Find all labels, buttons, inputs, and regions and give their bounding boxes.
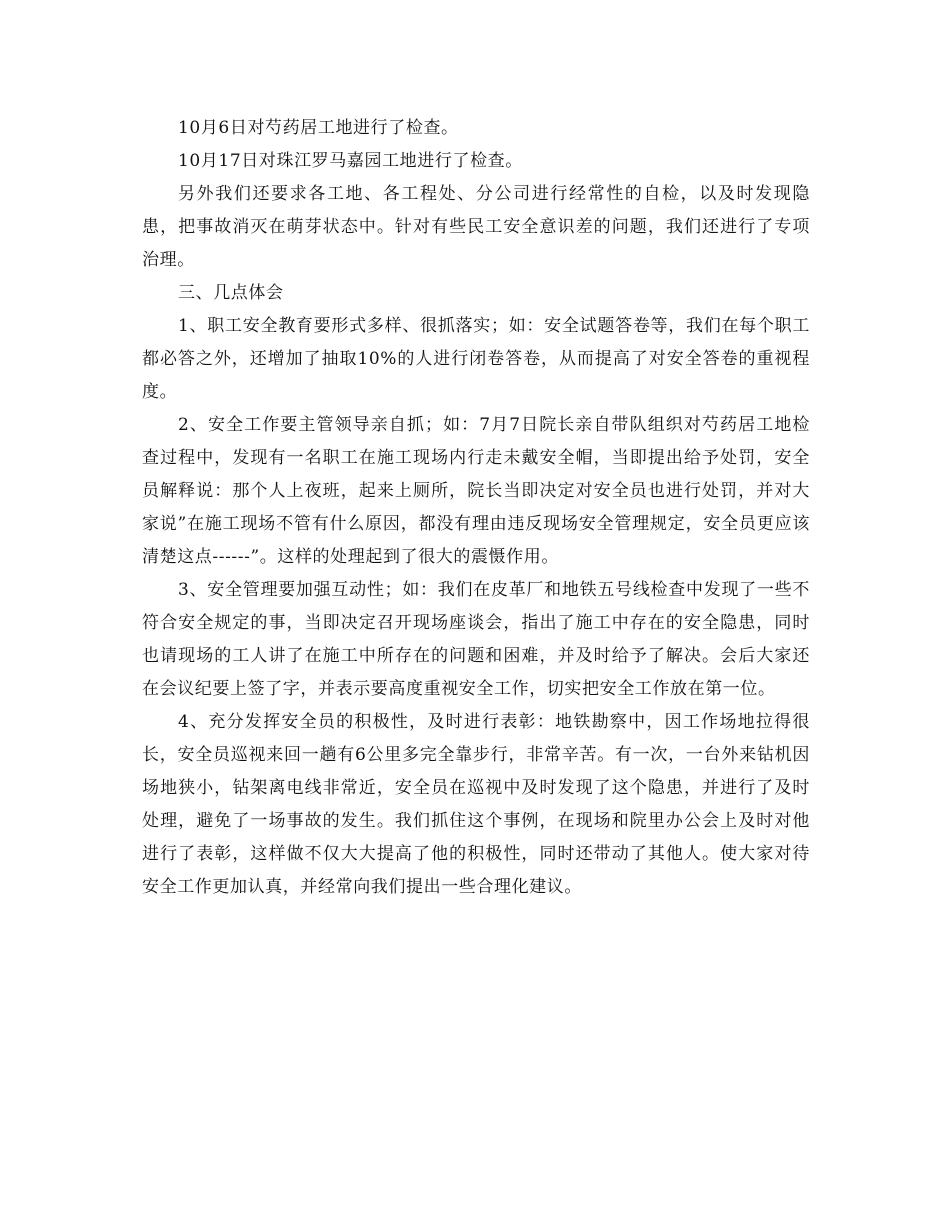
paragraph-inspection-oct-17: 10月17日对珠江罗马嘉园工地进行了检查。	[178, 151, 523, 171]
paragraph-point-4: 4、充分发挥安全员的积极性，及时进行表彰：地铁勘察中，因工作场地拉得很长，安全员巡视来回一趟有6公里多完全靠步行，非常辛苦。有一次，一台外来钻机因场地狭小，钻架离电线非常近，安全员在巡视中及时发现了这个隐患，并进行了及时处理，避免了一场事故的发生。我们抓住这个事例，在现场和院里办公会上及时对他进行了表彰，这样做不仅大大提高了他的积极性，同时还带动了其他人。使大家对待安全工作更加认真，并经常向我们提出一些合理化建议。	[142, 712, 810, 897]
paragraph-self-inspection: 另外我们还要求各工地、各工程处、分公司进行经常性的自检，以及时发现隐患，把事故消灭在萌芽状态中。针对有些民工安全意识差的问题，我们还进行了专项治理。	[142, 184, 810, 270]
paragraph-inspection-oct-6: 10月6日对芍药居工地进行了检查。	[178, 118, 459, 138]
paragraph-point-3: 3、安全管理要加强互动性；如：我们在皮革厂和地铁五号线检查中发现了一些不符合安全规定的事，当即决定召开现场座谈会，指出了施工中存在的安全隐患，同时也请现场的工人讲了在施工中所存在的问题和困难，并及时给予了解决。会后大家还在会议纪要上签了字，并表示要高度重视安全工作，切实把安全工作放在第一位。	[142, 580, 810, 699]
paragraph-point-1: 1、职工安全教育要形式多样、很抓落实；如：安全试题答卷等，我们在每个职工都必答之外，还增加了抽取10%的人进行闭卷答卷，从而提高了对安全答卷的重视程度。	[142, 316, 810, 402]
document-body	[142, 112, 810, 904]
paragraph-point-2: 2、安全工作要主管领导亲自抓；如：7月7日院长亲自带队组织对芍药居工地检查过程中，发现有一名职工在施工现场内行走未戴安全帽，当即提出给予处罚，安全员解释说：那个人上夜班，起来上厕所，院长当即决定对安全员也进行处罚，并对大家说”在施工现场不管有什么原因，都没有理由违反现场安全管理规定，安全员更应该清楚这点------”。这样的处理起到了很大的震慑作用。	[142, 415, 810, 567]
section-heading-experience: 三、几点体会	[178, 283, 284, 303]
